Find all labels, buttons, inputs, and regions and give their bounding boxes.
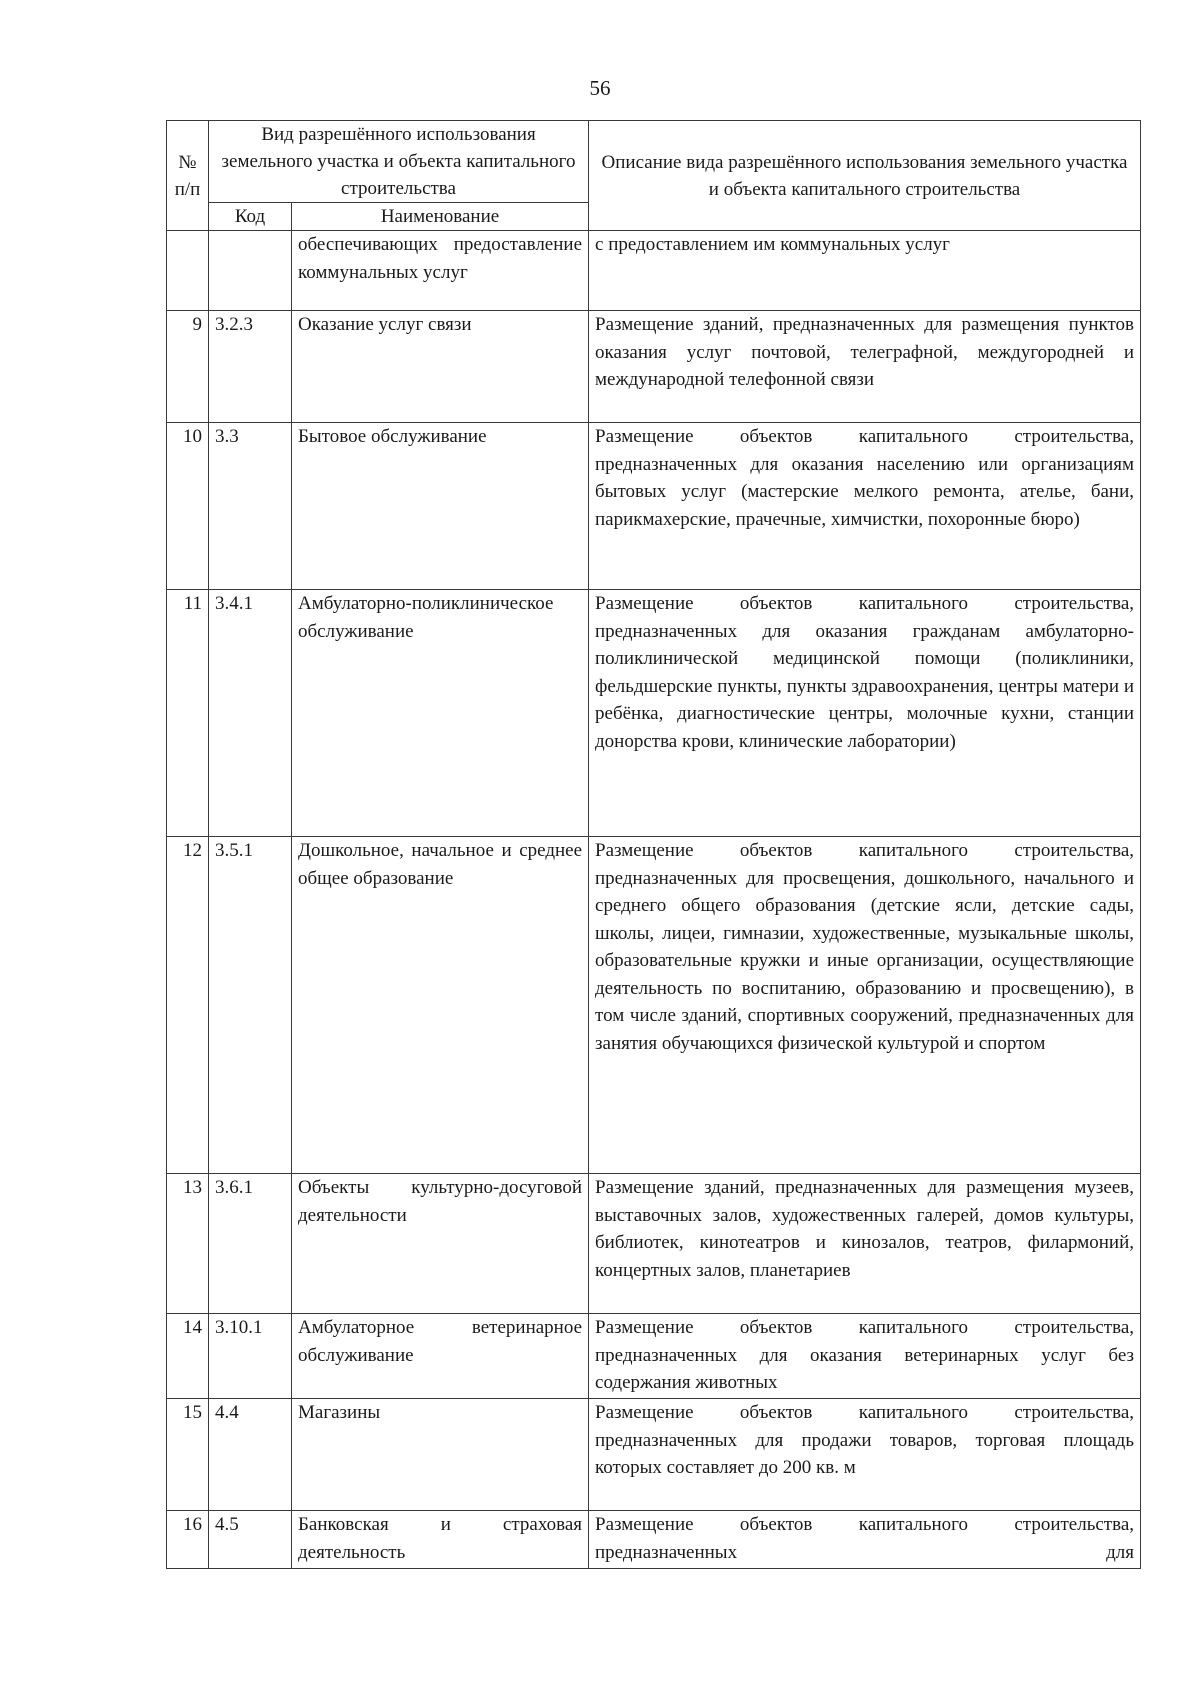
- table-row: [167, 1399, 1141, 1511]
- row-code: 4.4: [209, 1399, 292, 1511]
- table-row: [167, 1314, 1141, 1399]
- land-use-table: [166, 120, 1141, 1569]
- row-name: обеспечивающих предоставление коммунальных услуг: [292, 231, 589, 311]
- row-name: Бытовое обслуживание: [292, 423, 589, 590]
- row-code: 3.10.1: [209, 1314, 292, 1399]
- row-code: 3.4.1: [209, 590, 292, 837]
- table-row: [167, 231, 1141, 311]
- row-description: Размещение объектов капитального строительства, предназначенных для оказания населению или организациям бытовых услуг (мастерские мелкого ремонта, ателье, бани, парикмахерские, прачечные, химчистки, похоронные бюро): [589, 423, 1141, 590]
- page-number: 56: [589, 76, 611, 100]
- row-number: [167, 231, 209, 311]
- row-name: Объекты культурно-досуговой деятельности: [292, 1174, 589, 1314]
- row-description: Размещение объектов капитального строительства, предназначенных для: [589, 1511, 1141, 1569]
- row-number: 13: [167, 1174, 209, 1314]
- row-description: с предоставлением им коммунальных услуг: [589, 231, 1141, 311]
- table-row: [167, 1511, 1141, 1569]
- row-name: Банковская и страховая деятельность: [292, 1511, 589, 1569]
- row-code: [209, 231, 292, 311]
- header-description: Описание вида разрешённого использования земельного участка и объекта капитального строительства: [589, 121, 1141, 231]
- row-number: 16: [167, 1511, 209, 1569]
- row-code: 3.5.1: [209, 837, 292, 1174]
- row-name: Амбулаторное ветеринарное обслуживание: [292, 1314, 589, 1399]
- row-description: Размещение объектов капитального строительства, предназначенных для продажи товаров, торговая площадь которых составляет до 200 кв. м: [589, 1399, 1141, 1511]
- row-name: Амбулаторно-поликлиническое обслуживание: [292, 590, 589, 837]
- row-name: Оказание услуг связи: [292, 311, 589, 423]
- row-number: 9: [167, 311, 209, 423]
- row-description: Размещение зданий, предназначенных для размещения музеев, выставочных залов, художественных галерей, домов культуры, библиотек, кинотеатров и кинозалов, театров, филармоний, концертных залов, планетариев: [589, 1174, 1141, 1314]
- row-description: Размещение зданий, предназначенных для размещения пунктов оказания услуг почтовой, телеграфной, междугородней и международной телефонной связи: [589, 311, 1141, 423]
- row-description: Размещение объектов капитального строительства, предназначенных для просвещения, дошкольного, начального и среднего общего образования (детские ясли, детские сады, школы, лицеи, гимназии, художественные, музыкальные школы, образовательные кружки и иные организации, осуществляющие деятельность по воспитанию, образованию и просвещению), в том числе зданий, спортивных сооружений, предназначенных для занятия обучающихся физической культурой и спортом: [589, 837, 1141, 1174]
- row-code: 4.5: [209, 1511, 292, 1569]
- row-code: 3.3: [209, 423, 292, 590]
- table-row: [167, 837, 1141, 1174]
- table-row: [167, 1174, 1141, 1314]
- table-row: [167, 311, 1141, 423]
- header-name: Наименование: [292, 203, 589, 231]
- table-row: [167, 590, 1141, 837]
- row-number: 11: [167, 590, 209, 837]
- header-code: Код: [209, 203, 292, 231]
- row-code: 3.2.3: [209, 311, 292, 423]
- row-name: Магазины: [292, 1399, 589, 1511]
- row-number: 15: [167, 1399, 209, 1511]
- table-row: [167, 423, 1141, 590]
- row-code: 3.6.1: [209, 1174, 292, 1314]
- header-number: № п/п: [167, 121, 209, 231]
- row-description: Размещение объектов капитального строительства, предназначенных для оказания ветеринарных услуг без содержания животных: [589, 1314, 1141, 1399]
- row-number: 10: [167, 423, 209, 590]
- table-header: [167, 121, 1141, 231]
- header-land-use-type: Вид разрешённого использования земельного участка и объекта капитального строительства: [209, 121, 589, 203]
- row-number: 14: [167, 1314, 209, 1399]
- row-number: 12: [167, 837, 209, 1174]
- row-description: Размещение объектов капитального строительства, предназначенных для оказания гражданам амбулаторно-поликлинической медицинской помощи (поликлиники, фельдшерские пункты, пункты здравоохранения, центры матери и ребёнка, диагностические центры, молочные кухни, станции донорства крови, клинические лаборатории): [589, 590, 1141, 837]
- row-name: Дошкольное, начальное и среднее общее образование: [292, 837, 589, 1174]
